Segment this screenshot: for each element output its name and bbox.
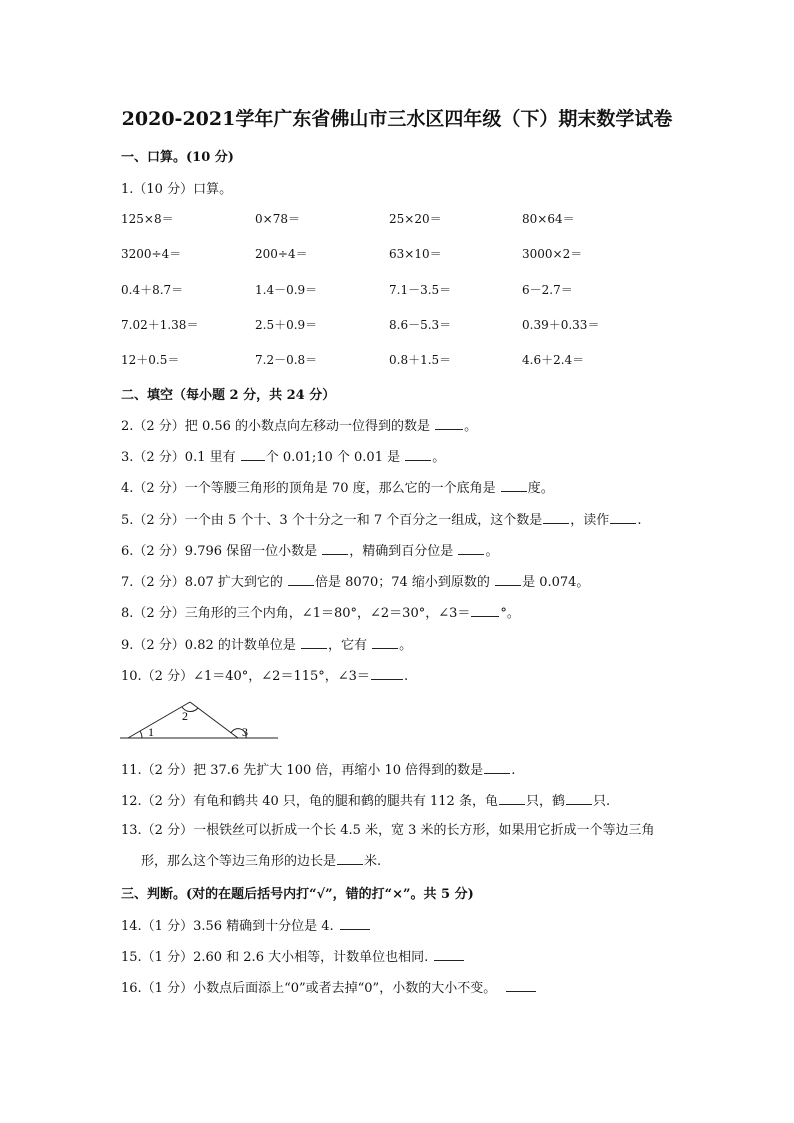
calc-item: 3200÷4＝ (121, 247, 182, 261)
calc-item: 25×20＝ (389, 212, 442, 226)
question-11: 11.（2 分）把 37.6 先扩大 100 倍，再缩小 10 倍得到的数是 . (121, 763, 516, 778)
question-7: 7.（2 分）8.07 扩大到它的 倍是 8070；74 缩小到原数的 是 0.074。 (121, 575, 590, 590)
calc-item: 12＋0.5＝ (121, 353, 180, 367)
calc-item: 4.6＋2.4＝ (522, 353, 585, 367)
question-15: 15.（1 分）2.60 和 2.6 大小相等，计数单位也相同. (121, 946, 465, 965)
angle-1-label: 1 (148, 725, 154, 739)
calc-item: 200÷4＝ (255, 247, 308, 261)
calc-item: 125×8＝ (121, 212, 174, 226)
calc-item: 1.4－0.9＝ (255, 283, 318, 297)
triangle-left-side (128, 702, 190, 738)
section-2-heading: 二、填空（每小题 2 分，共 24 分） (121, 388, 336, 403)
calc-item: 80×64＝ (522, 212, 575, 226)
calc-item: 0.8＋1.5＝ (389, 353, 452, 367)
question-13: 13.（2 分）一根铁丝可以折成一个长 4.5 米，宽 3 米的长方形，如果用它折成一个等边三角 形，那么这个等边三角形的边长是 米. (121, 823, 655, 869)
question-2: 2.（2 分）把 0.56 的小数点向左移动一位得到的数是 。 (121, 419, 478, 434)
angle-figure (118, 696, 280, 744)
calc-item: 0.4＋8.7＝ (121, 283, 184, 297)
angle-3-label: 3 (242, 725, 248, 739)
question-12: 12.（2 分）有龟和鹤共 40 只，龟的腿和鹤的腿共有 112 条，龟 只，鹤 只. (121, 794, 611, 809)
question-10: 10.（2 分）∠1＝40°，∠2＝115°，∠3＝ . (121, 669, 409, 684)
question-16: 16.（1 分）小数点后面添上“0”或者去掉“0”，小数的大小不变。 (121, 977, 537, 996)
question-6: 6.（2 分）9.796 保留一位小数是 ，精确到百分位是 。 (121, 544, 499, 559)
section-3-heading: 三、判断。(对的在题后括号内打“√”，错的打“×”。共 5 分) (121, 887, 474, 902)
calc-item: 7.2－0.8＝ (255, 353, 318, 367)
question-8: 8.（2 分）三角形的三个内角，∠1＝80°，∠2＝30°，∠3＝ °。 (121, 606, 520, 621)
calc-item: 0.39＋0.33＝ (522, 318, 600, 332)
calc-item: 7.02＋1.38＝ (121, 318, 199, 332)
question-9: 9.（2 分）0.82 的计数单位是 ，它有 。 (121, 638, 413, 653)
section-1-heading: 一、口算。(10 分) (121, 150, 234, 165)
question-3: 3.（2 分）0.1 里有 个 0.01;10 个 0.01 是 。 (121, 450, 446, 465)
question-14: 14.（1 分）3.56 精确到十分位是 4. (121, 915, 371, 934)
calc-item: 63×10＝ (389, 247, 442, 261)
question-4: 4.（2 分）一个等腰三角形的顶角是 70 度，那么它的一个底角是 度。 (121, 481, 554, 496)
question-5: 5.（2 分）一个由 5 个十、3 个十分之一和 7 个百分之一组成，这个数是 ，读作 . (121, 513, 642, 528)
angle-2-label: 2 (182, 709, 188, 723)
angle-1-arc (140, 731, 142, 738)
calc-item: 7.1－3.5＝ (389, 283, 452, 297)
calc-item: 6－2.7＝ (522, 283, 573, 297)
calc-item: 2.5＋0.9＝ (255, 318, 318, 332)
calc-item: 8.6－5.3＝ (389, 318, 452, 332)
page-title: 2020-2021学年广东省佛山市三水区四年级（下）期末数学试卷 (121, 108, 673, 130)
calc-item: 0×78＝ (255, 212, 300, 226)
question-1: 1.（10 分）口算。 (121, 182, 233, 197)
calc-item: 3000×2＝ (522, 247, 583, 261)
